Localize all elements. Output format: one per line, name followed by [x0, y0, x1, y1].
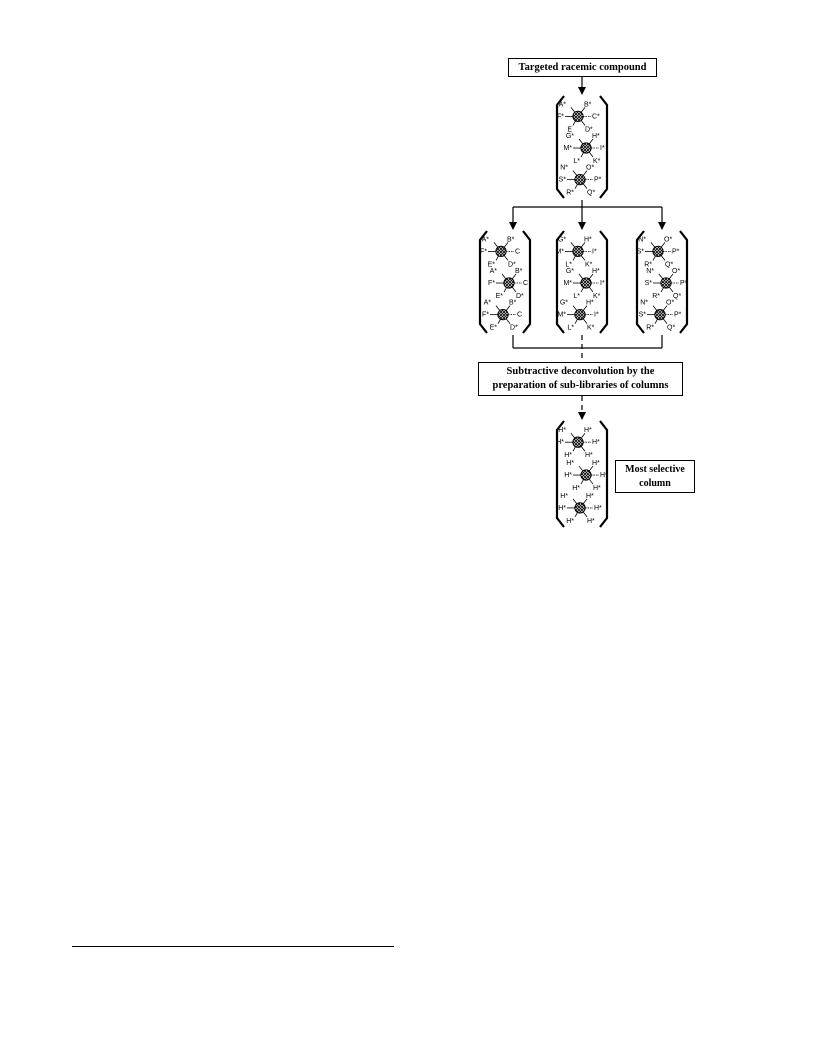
column-library — [557, 96, 607, 198]
substituent-label: F* — [480, 248, 487, 256]
substituent-label: H* — [564, 472, 572, 480]
substituent-label: C* — [592, 113, 600, 121]
chiral-selector — [563, 268, 605, 300]
chiral-selector — [482, 300, 522, 332]
substituent-label: C — [515, 248, 521, 256]
substituent-label: H* — [592, 133, 600, 141]
most-selective-label-line2: column — [639, 478, 671, 489]
substituent-label: I* — [600, 280, 605, 288]
selector-sphere — [653, 246, 663, 256]
substituent-label: N* — [560, 164, 568, 172]
substituent-label: H* — [584, 427, 592, 435]
substituent-label: N* — [646, 268, 654, 276]
substituent-label: O* — [664, 236, 673, 244]
chiral-selector — [557, 300, 599, 332]
substituent-label: K* — [593, 293, 601, 301]
column-sub-library-left — [480, 231, 530, 333]
substituent-label: I* — [592, 248, 597, 256]
chiral-selector — [559, 165, 602, 197]
substituent-label: R* — [566, 189, 574, 197]
subtractive-label-line2: preparation of sub-libraries of columns — [492, 380, 669, 391]
selector-sphere — [661, 278, 671, 288]
substituent-label: S* — [636, 248, 644, 256]
chiral-selector — [637, 236, 680, 268]
substituent-label: L* — [567, 324, 574, 332]
selector-sphere — [498, 309, 508, 319]
chiral-selector — [564, 460, 608, 492]
substituent-label: K* — [587, 324, 595, 332]
chiral-selector — [558, 493, 602, 525]
substituent-label: P* — [680, 280, 688, 288]
substituent-label: H* — [566, 517, 574, 525]
substituent-label: H* — [572, 485, 580, 493]
substituent-label: O* — [586, 164, 595, 172]
substituent-label: A* — [489, 268, 497, 276]
substituent-label: P* — [594, 176, 602, 184]
substituent-label: H* — [560, 492, 568, 500]
selector-sphere — [575, 503, 585, 513]
substituent-label: H* — [594, 504, 602, 512]
substituent-label: Q* — [667, 324, 676, 332]
column-most-selective — [556, 421, 608, 527]
chiral-selector — [557, 101, 600, 133]
selector-sphere — [575, 309, 585, 319]
substituent-label: Q* — [673, 293, 682, 301]
substituent-label: G* — [557, 236, 566, 244]
substituent-label: M* — [563, 145, 572, 153]
substituent-label: B* — [507, 236, 515, 244]
substituent-label: E* — [495, 293, 503, 301]
substituent-label: G* — [559, 299, 568, 307]
selector-sphere — [573, 246, 583, 256]
targeted-compound-box — [508, 58, 657, 77]
substituent-label: D* — [510, 324, 518, 332]
substituent-label: H* — [584, 236, 592, 244]
most-selective-label-line1: Most selective — [625, 464, 685, 475]
substituent-label: G* — [565, 268, 574, 276]
selector-sphere — [573, 111, 583, 121]
substituent-label: P* — [672, 248, 680, 256]
substituent-label: H* — [558, 504, 566, 512]
substituent-label: H* — [587, 517, 595, 525]
substituent-label: H* — [556, 439, 564, 447]
substituent-label: A* — [558, 101, 566, 109]
substituent-label: I* — [594, 311, 599, 319]
substituent-label: P* — [674, 311, 682, 319]
substituent-label: M* — [563, 280, 572, 288]
substituent-label: B* — [509, 299, 517, 307]
substituent-label: M* — [557, 311, 566, 319]
substituent-label: L* — [565, 261, 572, 269]
selector-sphere — [504, 278, 514, 288]
substituent-label: H* — [585, 452, 593, 460]
substituent-label: Q* — [665, 261, 674, 269]
selector-sphere — [581, 143, 591, 153]
substituent-label: N* — [640, 299, 648, 307]
substituent-label: H* — [558, 427, 566, 435]
substituent-label: K* — [593, 158, 601, 166]
column-sub-library-middle — [555, 231, 607, 333]
substituent-label: F* — [557, 113, 564, 121]
selector-sphere — [655, 309, 665, 319]
chiral-selector — [563, 133, 605, 165]
selector-sphere — [575, 174, 585, 184]
substituent-label: S* — [644, 280, 652, 288]
substituent-label: E — [567, 126, 572, 134]
substituent-label: L* — [573, 293, 580, 301]
substituent-label: A* — [483, 299, 491, 307]
targeted-compound-label: Targeted racemic compound — [518, 62, 647, 73]
substituent-label: N* — [638, 236, 646, 244]
substituent-label: H* — [600, 472, 608, 480]
substituent-label: S* — [558, 176, 566, 184]
chiral-selector — [556, 427, 600, 459]
substituent-label: S* — [638, 311, 646, 319]
substituent-label: E* — [487, 261, 495, 269]
substituent-label: H* — [586, 492, 594, 500]
substituent-label: D* — [508, 261, 516, 269]
substituent-label: I* — [600, 145, 605, 153]
selector-sphere — [496, 246, 506, 256]
substituent-label: Q* — [587, 189, 596, 197]
chiral-selector — [555, 236, 597, 268]
selector-sphere — [581, 278, 591, 288]
most-selective-box — [615, 460, 695, 493]
selector-sphere — [581, 470, 591, 480]
substituent-label: R* — [646, 324, 654, 332]
substituent-label: H* — [593, 485, 601, 493]
substituent-label: L* — [573, 158, 580, 166]
column-sub-library-right — [637, 231, 688, 333]
substituent-label: B* — [584, 101, 592, 109]
footnote-separator — [72, 946, 394, 947]
substituent-label: O* — [672, 268, 681, 276]
chiral-selector — [639, 300, 682, 332]
substituent-label: H* — [592, 439, 600, 447]
substituent-label: O* — [666, 299, 675, 307]
substituent-label: A* — [481, 236, 489, 244]
chiral-selector — [480, 236, 520, 268]
chiral-selector — [488, 268, 528, 300]
substituent-label: R* — [652, 293, 660, 301]
substituent-label: K* — [585, 261, 593, 269]
substituent-label: E* — [489, 324, 497, 332]
substituent-label: H* — [586, 299, 594, 307]
substituent-label: M* — [555, 248, 564, 256]
subtractive-label-line1: Subtractive deconvolution by the — [506, 366, 655, 377]
substituent-label: C — [517, 311, 523, 319]
substituent-label: F* — [488, 280, 495, 288]
selector-sphere — [573, 437, 583, 447]
substituent-label: H* — [566, 460, 574, 468]
substituent-label: G* — [565, 133, 574, 141]
substituent-label: H* — [564, 452, 572, 460]
substituent-label: D* — [585, 126, 593, 134]
substituent-label: H* — [592, 268, 600, 276]
substituent-label: H* — [592, 460, 600, 468]
substituent-label: C — [523, 280, 529, 288]
substituent-label: F* — [482, 311, 489, 319]
chiral-selector — [645, 268, 688, 300]
subtractive-deconvolution-box — [478, 362, 683, 396]
substituent-label: D* — [516, 293, 524, 301]
substituent-label: B* — [515, 268, 523, 276]
substituent-label: R* — [644, 261, 652, 269]
